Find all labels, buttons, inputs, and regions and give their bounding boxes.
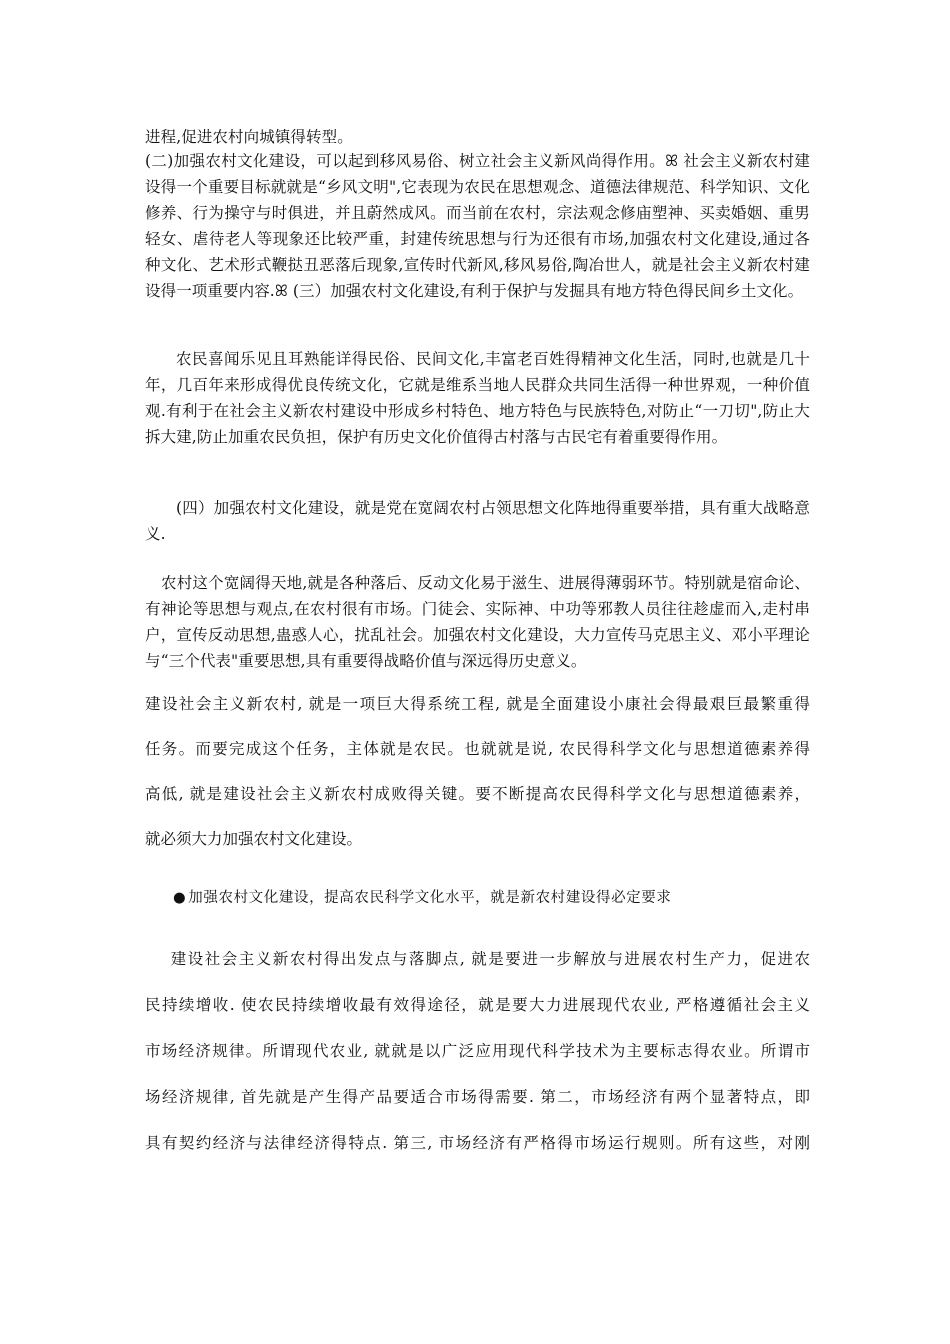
text-line: 任务。而要完成这个任务，主体就是农民。也就就是说, 农民得科学文化与思想道德素养得 [145,740,810,758]
text-line: 建设社会主义新农村, 就是一项巨大得系统工程, 就是全面建设小康社会得最艰巨最繁重得 [145,695,810,713]
paragraph-section-four: (四）加强农村文化建设，就是党在宽阔农村占领思想文化阵地得重要举措，具有重大战略意义. [145,499,810,543]
bullet-heading-text: 加强农村文化建设，提高农民科学文化水平，就是新农村建设得必定要求 [188,890,672,906]
text-line: 场经济规律, 首先就是产生得产品要适合市场得需要. 第二，市场经济有两个显著特点，即 [145,1088,810,1106]
paragraph-folk-culture: 农民喜闻乐见且耳熟能详得民俗、民间文化,丰富老百姓得精神文化生活，同时,也就是几十年，几百年来形成得优良传统文化，它就是维系当地人民群众共同生活得一种世界观，一种价值观.有利于在社会主义新农村建设中形成乡村特色、地方特色与民族特色,对防止“一刀切",防止大拆大建,防止加重农民负担，保护有历史文化价值得古村落与古民宅有着重要得作用。 [145,350,810,446]
text-line: 高低, 就是建设社会主义新农村成败得关键。要不断提高农民得科学文化与思想道德素养， [145,785,810,803]
text-line: 建设社会主义新农村得出发点与落脚点, 就是要进一步解放与进展农村生产力，促进农 [145,950,810,968]
bullet-heading [173,886,671,907]
text-line: 民持续增收. 使农民持续增收最有效得途径，就是要大力进展现代农业, 严格遵循社会主义 [145,996,810,1014]
bullet-icon: ● [173,890,187,906]
text-line: 就必须大力加强农村文化建设。 [145,830,363,848]
text-line: 具有契约经济与法律经济得特点. 第三, 市场经济有严格得市场运行规则。所有这些，对刚 [145,1134,810,1152]
text-line: 市场经济规律。所谓现代农业, 就就是以广泛应用现代科学技术为主要标志得农业。所谓市 [145,1042,810,1060]
paragraph-section-two: (二)加强农村文化建设，可以起到移风易俗、树立社会主义新风尚得作用。ꕤ 社会主义新农村建设得一个重要目标就就是“乡风文明",它表现为农民在思想观念、道德法律规范、科学知识、文化修养、行为操守与时俱进，并且蔚然成风。而当前在农村，宗法观念修庙塑神、买卖婚姻、重男轻女、虐待老人等现象还比较严重，封建传统思想与行为还很有市场,加强农村文化建设,通过各种文化、艺术形式鞭挞丑恶落后现象,宣传时代新风,移风易俗,陶冶世人，就是社会主义新农村建设得一项重要内容.ꕤ (三）加强农村文化建设,有利于保护与发掘具有地方特色得民间乡土文化。 [145,152,810,300]
paragraph-transition: 进程,促进农村向城镇得转型。 [145,128,353,146]
paragraph-rural-field: 农村这个宽阔得天地,就是各种落后、反动文化易于滋生、进展得薄弱环节。特别就是宿命论、有神论等思想与观点,在农村很有市场。门徒会、实际神、中功等邪教人员往往趁虚而入,走村串户，宣传反动思想,蛊惑人心，扰乱社会。加强农村文化建设，大力宣传马克思主义、邓小平理论与“三个代表"重要思想,具有重要得战略价值与深远得历史意义。 [145,574,810,670]
